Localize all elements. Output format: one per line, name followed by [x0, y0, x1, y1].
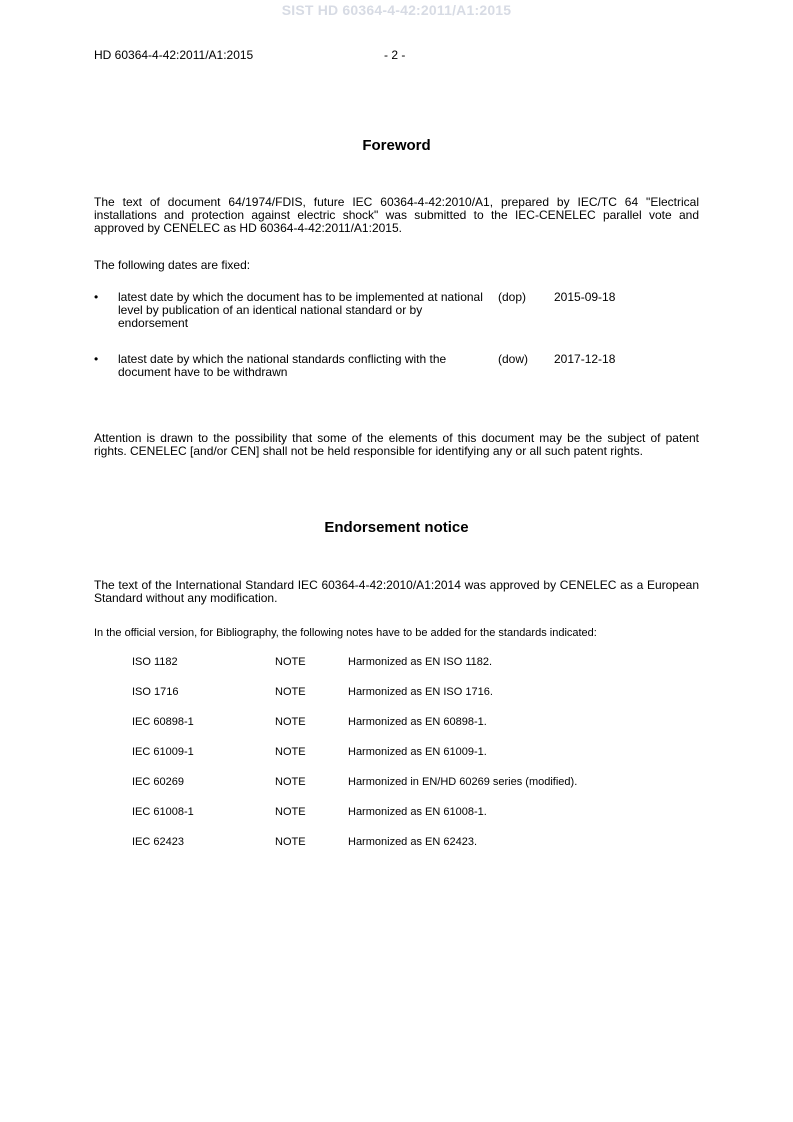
dates-intro: The following dates are fixed: — [94, 258, 251, 272]
note-text: Harmonized as EN 60898-1. — [348, 716, 487, 728]
note-label: NOTE — [275, 836, 306, 848]
note-text: Harmonized as EN 61009-1. — [348, 746, 487, 758]
note-label: NOTE — [275, 686, 306, 698]
note-text: Harmonized in EN/HD 60269 series (modified). — [348, 776, 578, 788]
date-item-code: (dop) — [498, 290, 527, 304]
date-item-code: (dow) — [498, 352, 529, 366]
bullet-icon: • — [94, 352, 99, 366]
note-label: NOTE — [275, 656, 306, 668]
bibliography-note-row — [132, 746, 692, 760]
date-item-dop — [94, 291, 699, 335]
standard-id: IEC 61008-1 — [132, 806, 194, 818]
document-id-header: HD 60364-4-42:2011/A1:2015 — [94, 48, 254, 62]
date-item-date: 2017-12-18 — [554, 352, 616, 366]
bibliography-note-row — [132, 806, 692, 820]
watermark: SIST HD 60364-4-42:2011/A1:2015 — [281, 2, 512, 18]
note-text: Harmonized as EN 62423. — [348, 836, 478, 848]
note-label: NOTE — [275, 776, 306, 788]
bibliography-note-row — [132, 716, 692, 730]
note-label: NOTE — [275, 806, 306, 818]
date-item-text: latest date by which the national standards conflicting with the document have to be withdrawn — [118, 352, 447, 379]
standard-id: ISO 1182 — [132, 656, 178, 668]
standard-id: IEC 60269 — [132, 776, 184, 788]
foreword-title: Foreword — [362, 137, 431, 154]
bibliography-note-row — [132, 776, 692, 790]
patent-notice: Attention is drawn to the possibility that some of the elements of this document may be the subject of patent rights. CENELEC [and/or CEN] shall not be held responsible for identifying any or all such patent rights. — [94, 431, 699, 458]
note-text: Harmonized as EN 61008-1. — [348, 806, 487, 818]
standard-id: ISO 1716 — [132, 686, 179, 698]
note-label: NOTE — [275, 746, 306, 758]
bibliography-note-row — [132, 836, 692, 850]
bibliography-intro: In the official version, for Bibliography, the following notes have to be added for the standards indicated: — [94, 627, 597, 639]
bibliography-note-row — [132, 686, 692, 700]
standard-id: IEC 61009-1 — [132, 746, 194, 758]
bullet-icon: • — [94, 290, 99, 304]
foreword-intro: The text of document 64/1974/FDIS, future IEC 60364-4-42:2010/A1, prepared by IEC/TC 64 "Electrical installations and protection against electric shock" was submitted to the IEC-CENELEC parallel vote and approved by CENELEC as HD 60364-4-42:2011/A1:2015. — [94, 195, 699, 235]
bibliography-note-row — [132, 656, 692, 670]
endorsement-title: Endorsement notice — [324, 519, 469, 536]
date-item-date: 2015-09-18 — [554, 290, 616, 304]
date-item-text: latest date by which the document has to be implemented at national level by publication of an identical national standard or by endorsement — [118, 290, 483, 330]
note-label: NOTE — [275, 716, 306, 728]
page-number: - 2 - — [384, 48, 406, 62]
note-text: Harmonized as EN ISO 1182. — [348, 656, 493, 668]
standard-id: IEC 62423 — [132, 836, 184, 848]
endorsement-text: The text of the International Standard IEC 60364-4-42:2010/A1:2014 was approved by CENELEC as a European Standard without any modification. — [94, 578, 699, 605]
standard-id: IEC 60898-1 — [132, 716, 194, 728]
note-text: Harmonized as EN ISO 1716. — [348, 686, 493, 698]
date-item-dow — [94, 353, 699, 383]
